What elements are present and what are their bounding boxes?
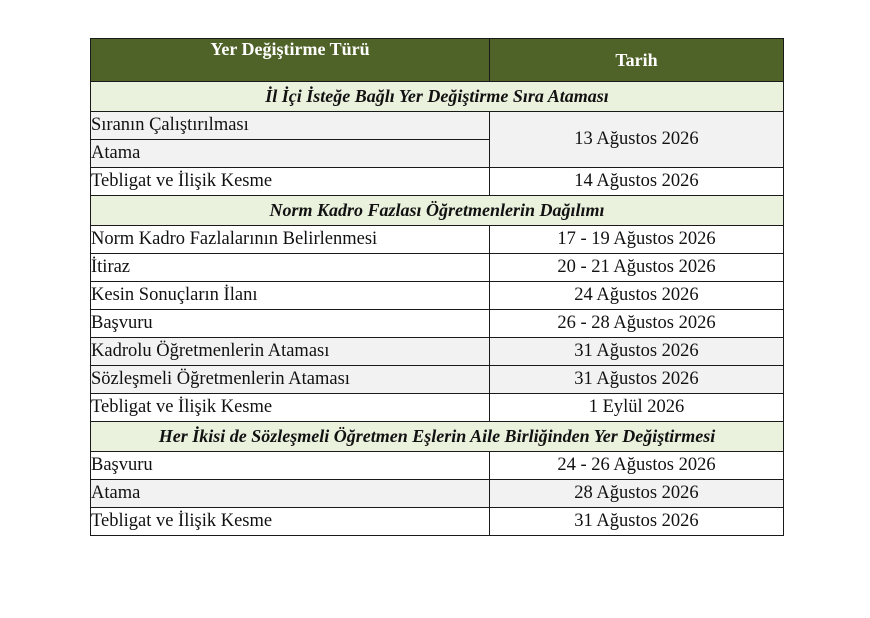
- table-row: [91, 168, 784, 196]
- row-label: Norm Kadro Fazlalarının Belirlenmesi: [91, 226, 490, 254]
- row-label: Başvuru: [91, 452, 490, 480]
- table-row: [91, 226, 784, 254]
- header-type: Yer Değiştirme Türü: [91, 39, 490, 82]
- row-label: Atama: [91, 140, 490, 168]
- row-date: 31 Ağustos 2026: [490, 366, 784, 394]
- table-row: [91, 508, 784, 536]
- row-label: Başvuru: [91, 310, 490, 338]
- row-date: 1 Eylül 2026: [490, 394, 784, 422]
- row-date: 28 Ağustos 2026: [490, 480, 784, 508]
- table-row: [91, 282, 784, 310]
- section-row: [91, 196, 784, 226]
- row-date: 31 Ağustos 2026: [490, 508, 784, 536]
- row-label: Sözleşmeli Öğretmenlerin Ataması: [91, 366, 490, 394]
- section-row: [91, 422, 784, 452]
- schedule-table: [90, 38, 784, 536]
- section-title: Norm Kadro Fazlası Öğretmenlerin Dağılımı: [91, 196, 784, 226]
- row-label: Atama: [91, 480, 490, 508]
- table-row: [91, 254, 784, 282]
- header-date: Tarih: [490, 39, 784, 82]
- section-title: İl İçi İsteğe Bağlı Yer Değiştirme Sıra Ataması: [91, 82, 784, 112]
- table-row: [91, 394, 784, 422]
- row-label: İtiraz: [91, 254, 490, 282]
- row-date: 24 Ağustos 2026: [490, 282, 784, 310]
- row-date: 17 - 19 Ağustos 2026: [490, 226, 784, 254]
- row-date: 13 Ağustos 2026: [490, 112, 784, 168]
- row-label: Kadrolu Öğretmenlerin Ataması: [91, 338, 490, 366]
- table-row: [91, 480, 784, 508]
- row-label: Sıranın Çalıştırılması: [91, 112, 490, 140]
- row-label: Tebligat ve İlişik Kesme: [91, 394, 490, 422]
- table-row: [91, 366, 784, 394]
- table-row: [91, 338, 784, 366]
- row-label: Tebligat ve İlişik Kesme: [91, 508, 490, 536]
- row-date: 14 Ağustos 2026: [490, 168, 784, 196]
- table-row: [91, 310, 784, 338]
- section-row: [91, 82, 784, 112]
- table-row: [91, 112, 784, 140]
- row-date: 31 Ağustos 2026: [490, 338, 784, 366]
- row-label: Kesin Sonuçların İlanı: [91, 282, 490, 310]
- table-header-row: [91, 39, 784, 82]
- row-date: 20 - 21 Ağustos 2026: [490, 254, 784, 282]
- section-title: Her İkisi de Sözleşmeli Öğretmen Eşlerin Aile Birliğinden Yer Değiştirmesi: [91, 422, 784, 452]
- row-date: 24 - 26 Ağustos 2026: [490, 452, 784, 480]
- table-row: [91, 452, 784, 480]
- row-date: 26 - 28 Ağustos 2026: [490, 310, 784, 338]
- row-label: Tebligat ve İlişik Kesme: [91, 168, 490, 196]
